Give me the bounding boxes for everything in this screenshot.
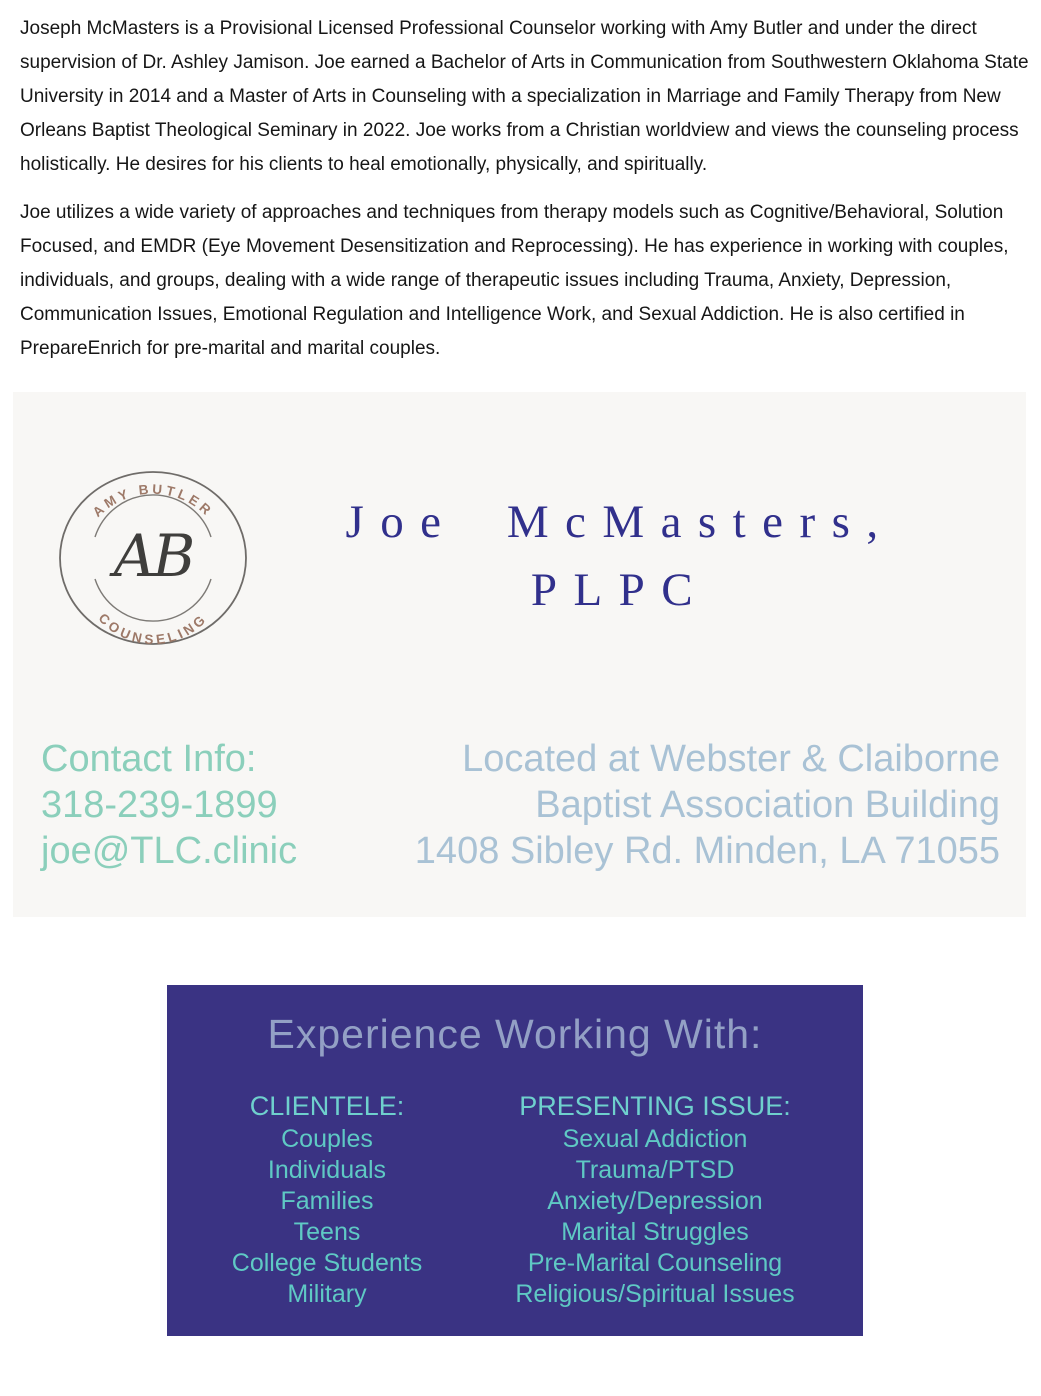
contact-info-heading: Contact Info: (41, 738, 257, 780)
clientele-item: Individuals (267, 1156, 387, 1184)
intro-paragraph-2: Joe utilizes a wide variety of approaches and techniques from therapy models such as Cognitive/Behavioral, Solution Focused, and EMDR (Eye Movement Desensitization and Reprocessing). He has experience in working with couples, individuals, and groups, dealing with a wide range of therapeutic issues including Trauma, Anxiety, Depression, Communication Issues, Emotional Regulation and Intelligence Work, and Sexual Addiction. He is also certified in PrepareEnrich for pre-marital and marital couples. (20, 202, 1009, 359)
presenting-issue-item: Sexual Addiction (562, 1125, 748, 1153)
presenting-issue-column (487, 1090, 823, 1310)
logo-bottom-arc-text: COUNSELING (95, 610, 211, 648)
location-line-2: Baptist Association Building (535, 784, 1000, 826)
intro-section (0, 0, 1041, 366)
contact-info-block (41, 736, 297, 874)
contact-email: joe@TLC.clinic (41, 830, 298, 872)
clientele-column (167, 1090, 487, 1310)
experience-box (167, 985, 863, 1336)
contact-location-row (41, 736, 1000, 874)
presenting-issue-item: Trauma/PTSD (575, 1156, 735, 1184)
experience-columns (167, 1090, 863, 1310)
location-line-1: Located at Webster & Claiborne (462, 738, 1000, 780)
experience-title: Experience Working With: (267, 1011, 763, 1057)
clientele-header: CLIENTELE: (249, 1091, 405, 1121)
counselor-name-line1: Joe McMasters, (345, 496, 895, 548)
contact-phone: 318-239-1899 (41, 784, 278, 826)
location-line-3: 1408 Sibley Rd. Minden, LA 71055 (414, 830, 1000, 872)
presenting-issue-header: PRESENTING ISSUE: (519, 1091, 791, 1121)
presenting-issue-item: Religious/Spiritual Issues (515, 1280, 795, 1308)
clientele-item: Couples (281, 1125, 373, 1153)
counselor-name-title (263, 488, 977, 624)
intro-paragraph-1: Joseph McMasters is a Provisional Licensed Professional Counselor working with Amy Butler and under the direct supervision of Dr. Ashley Jamison. Joe earned a Bachelor of Arts in Communication from Southwestern Oklahoma State University in 2014 and a Master of Arts in Counseling with a specialization in Marriage and Family Therapy from New Orleans Baptist Theological Seminary in 2022. Joe works from a Christian worldview and views the counseling process holistically. He desires for his clients to heal emotionally, physically, and spiritually. (20, 18, 1029, 175)
counselor-banner-card (13, 392, 1026, 917)
amy-butler-counseling-logo (55, 468, 251, 648)
clientele-item: Military (287, 1280, 367, 1308)
clientele-item: College Students (231, 1249, 423, 1277)
location-block (415, 736, 1000, 874)
counselor-credential-line2: PLPC (530, 564, 710, 616)
presenting-issue-item: Pre-Marital Counseling (527, 1249, 783, 1277)
logo-monogram: AB (113, 522, 193, 590)
logo-top-arc-text: AMY BUTLER (89, 481, 217, 520)
clientele-item: Families (280, 1187, 374, 1215)
clientele-item: Teens (293, 1218, 361, 1246)
presenting-issue-item: Anxiety/Depression (547, 1187, 763, 1215)
presenting-issue-item: Marital Struggles (561, 1218, 749, 1246)
